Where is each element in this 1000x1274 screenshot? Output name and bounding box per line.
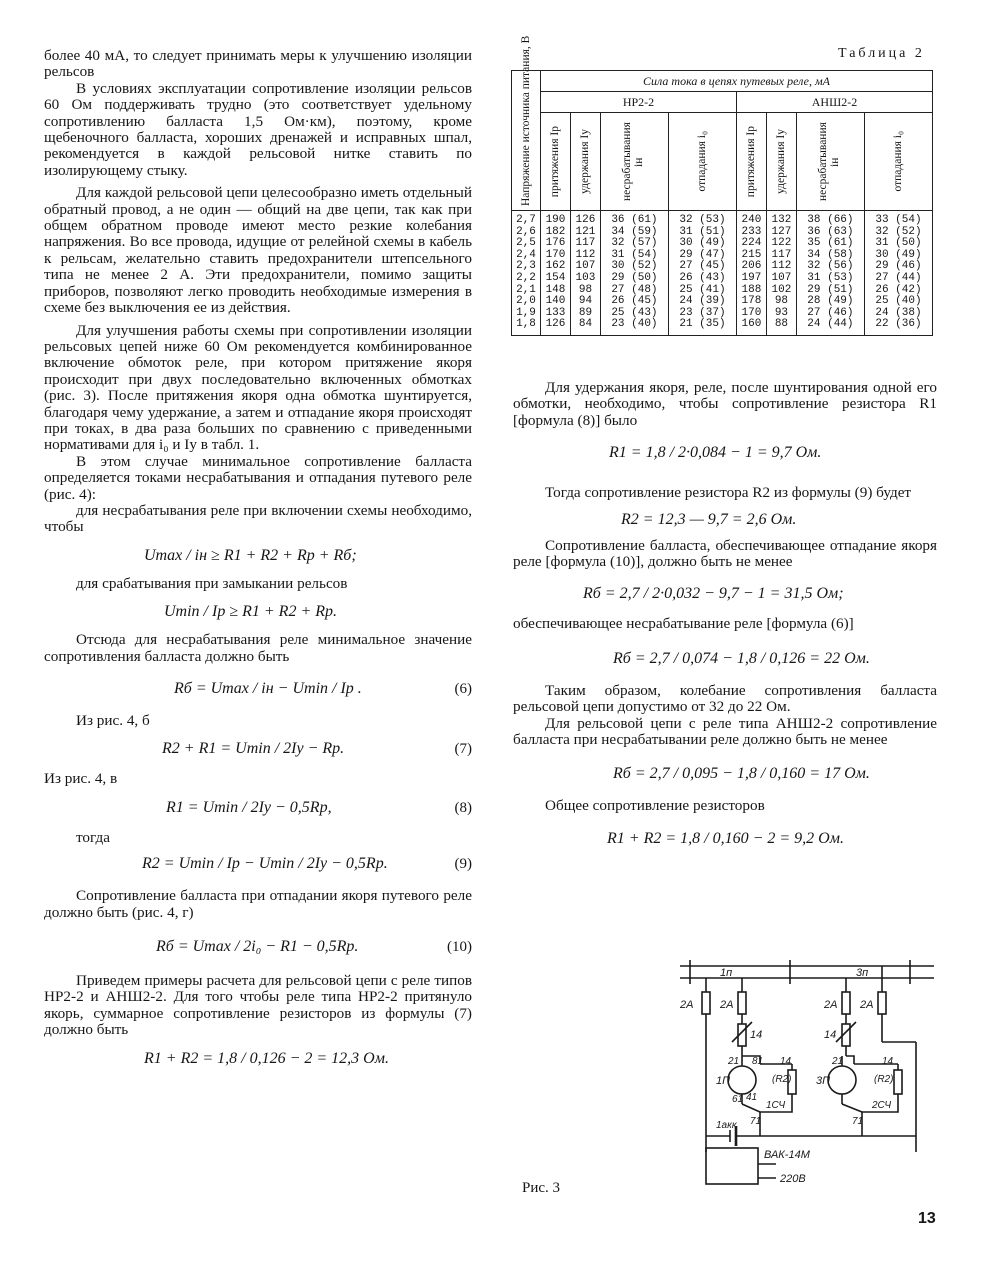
table-cell: 190 bbox=[541, 211, 571, 227]
battery-and-charger bbox=[706, 1126, 916, 1184]
table-cell: 162 bbox=[541, 261, 571, 273]
table-cell: 170 bbox=[541, 250, 571, 262]
table-row bbox=[512, 319, 933, 335]
contact-label: 1СЧ bbox=[766, 1100, 786, 1111]
table-cell: 215 bbox=[736, 250, 766, 262]
fuse-label: 2А bbox=[824, 999, 838, 1011]
formula: R1 + R2 = 1,8 / 0,126 − 2 = 12,3 Ом. bbox=[144, 1049, 389, 1067]
table-cell: 2,7 bbox=[512, 211, 541, 227]
terminal-label: 81 bbox=[752, 1056, 764, 1067]
table-cell: 94 bbox=[570, 296, 600, 308]
fuse-label: 2А bbox=[860, 999, 874, 1011]
table-cell: 27 (44) bbox=[864, 273, 932, 285]
contact-label: 2СЧ bbox=[872, 1100, 892, 1111]
table-cell: 122 bbox=[766, 238, 796, 250]
table-cell: 148 bbox=[541, 285, 571, 297]
terminal-label: 71 bbox=[852, 1116, 864, 1127]
table-cell: 102 bbox=[766, 285, 796, 297]
formula: Rб = 2,7 / 2·0,032 − 9,7 − 1 = 31,5 Ом; bbox=[583, 585, 844, 603]
paragraph: В условиях эксплуатации сопротивление изоляции рельсов 60 Ом поддерживать трудно (это соответствует удельному сопротивлению балласта 1,5 Ом·км), поэтому, кроме щебеночного балласта, хороших дренажей и исправных шпал, рекомендуется в каждой рельсовой нитке ставить по изолирующему стыку. bbox=[44, 79, 472, 179]
table-cell: 107 bbox=[570, 261, 600, 273]
table-cell: 240 bbox=[736, 211, 766, 227]
voltage-header: Напряжение источника питания, В bbox=[512, 71, 541, 211]
column-header: несрабатывания iн bbox=[600, 113, 668, 211]
table-cell: 21 (35) bbox=[668, 319, 736, 335]
paragraph: Таким образом, колебание сопротивления балласта рельсовой цепи допустимо от 32 до 22 Ом. bbox=[513, 681, 937, 716]
figure-caption: Рис. 3 bbox=[522, 1180, 561, 1196]
table-cell: 89 bbox=[570, 308, 600, 320]
table-cell: 107 bbox=[766, 273, 796, 285]
formula: Rб = Umax / 2i₀ − R1 − 0,5Rр. (10) bbox=[156, 938, 472, 956]
relay-label: 3П bbox=[816, 1075, 831, 1087]
table-cell: 28 (49) bbox=[796, 296, 864, 308]
resistor-label: 14 bbox=[824, 1029, 837, 1041]
table-cell: 26 (45) bbox=[600, 296, 668, 308]
table-cell: 112 bbox=[570, 250, 600, 262]
paragraph: Сопротивление балласта, обеспечивающее отпадание якоря реле [формула (10)], должно быть не менее bbox=[513, 536, 937, 571]
group-header-ansh2: АНШ2-2 bbox=[736, 92, 932, 113]
paragraph: Тогда сопротивление резистора R2 из формулы (9) будет bbox=[545, 484, 912, 502]
terminal-label: 21 bbox=[728, 1056, 740, 1067]
formula: R2 = Umin / Iр − Umin / 2Iу − 0,5Rр. (9) bbox=[142, 855, 472, 873]
table-row bbox=[512, 296, 933, 308]
resistor-label: (R2) bbox=[772, 1074, 792, 1085]
paragraph: для несрабатывания реле при включении схемы необходимо, чтобы bbox=[44, 501, 472, 536]
table-cell: 36 (61) bbox=[600, 211, 668, 227]
table-cell: 132 bbox=[766, 211, 796, 227]
formula: Rб = 2,7 / 0,074 − 1,8 / 0,126 = 22 Ом. bbox=[613, 649, 870, 667]
table-cell: 154 bbox=[541, 273, 571, 285]
table-cell: 34 (58) bbox=[796, 250, 864, 262]
page-number: 13 bbox=[918, 1210, 936, 1227]
rails bbox=[680, 960, 934, 984]
table-cell: 88 bbox=[766, 319, 796, 335]
terminal-label: 61 bbox=[732, 1094, 744, 1105]
equation-number: (8) bbox=[454, 799, 472, 816]
table-cell: 178 bbox=[736, 296, 766, 308]
charger-label: ВАК-14М bbox=[764, 1149, 810, 1161]
formula: R1 = 1,8 / 2·0,084 − 1 = 9,7 Ом. bbox=[609, 444, 822, 462]
table-cell: 22 (36) bbox=[864, 319, 932, 335]
table-cell: 1,8 bbox=[512, 319, 541, 335]
paragraph: Для каждой рельсовой цепи целесообразно иметь отдельный обратный провод, а не один — общий на две цепи, так как при общем обратном проводе имеют место резкие колебания напряжения. Во все провода, идущие от релейной схемы в кабель к рельсам, желательно ставить предохранители штепсельного типа не менее 2 А. Эти предохранители, помимо защиты приборов, позволяют легко проводить необходимые измерения в схеме без выключения ее из действия. bbox=[44, 184, 472, 317]
table-cell: 2,4 bbox=[512, 250, 541, 262]
table-cell: 35 (61) bbox=[796, 238, 864, 250]
paragraph: Для рельсовой цепи с реле типа АНШ2-2 сопротивление балласта при несрабатывании реле должно быть не менее bbox=[513, 714, 937, 749]
table-cell: 170 bbox=[736, 308, 766, 320]
column-header: удержания Iу bbox=[570, 113, 600, 211]
paragraph: Сопротивление балласта при отпадании якоря путевого реле должно быть (рис. 4, г) bbox=[44, 887, 472, 921]
table-cell: 32 (52) bbox=[864, 227, 932, 239]
formula: R1 + R2 = 1,8 / 0,160 − 2 = 9,2 Ом. bbox=[607, 829, 844, 847]
table-cell: 31 (50) bbox=[864, 238, 932, 250]
table-row bbox=[512, 273, 933, 285]
circuit-diagram bbox=[676, 952, 938, 1194]
table-cell: 24 (44) bbox=[796, 319, 864, 335]
table-cell: 30 (49) bbox=[668, 238, 736, 250]
table-cell: 25 (40) bbox=[864, 296, 932, 308]
table-cell: 188 bbox=[736, 285, 766, 297]
table-cell: 29 (47) bbox=[668, 250, 736, 262]
table-cell: 29 (46) bbox=[864, 261, 932, 273]
table-cell: 27 (45) bbox=[668, 261, 736, 273]
track-label: 1п bbox=[720, 967, 733, 979]
table-cell: 32 (57) bbox=[600, 238, 668, 250]
table-cell: 93 bbox=[766, 308, 796, 320]
table-cell: 30 (52) bbox=[600, 261, 668, 273]
table-cell: 127 bbox=[766, 227, 796, 239]
formula: Rб = Umax / iн − Umin / Iр . (6) bbox=[174, 680, 472, 697]
track-label: 3п bbox=[856, 967, 869, 979]
table-cell: 29 (51) bbox=[796, 285, 864, 297]
paragraph: Приведем примеры расчета для рельсовой цепи с реле типов НР2-2 и АНШ2-2. Для того чтобы реле типа НР2-2 притянуло якорь, суммарное сопротивление резисторов из формулы (7) должно быть bbox=[44, 972, 472, 1039]
table-cell: 26 (42) bbox=[864, 285, 932, 297]
table-cell: 206 bbox=[736, 261, 766, 273]
table-cell: 33 (54) bbox=[864, 211, 932, 227]
table-row bbox=[512, 211, 933, 227]
column-header: притяжения Iр bbox=[541, 113, 571, 211]
formula: Umax / iн ≥ R1 + R2 + Rр + Rб; bbox=[144, 546, 357, 564]
table-cell: 38 (66) bbox=[796, 211, 864, 227]
table-cell: 233 bbox=[736, 227, 766, 239]
table-cell: 36 (63) bbox=[796, 227, 864, 239]
column-header: притяжения Iр bbox=[736, 113, 766, 211]
table-cell: 24 (38) bbox=[864, 308, 932, 320]
table-cell: 2,1 bbox=[512, 285, 541, 297]
table-cell: 182 bbox=[541, 227, 571, 239]
formula: R1 = Umin / 2Iу − 0,5Rр, (8) bbox=[166, 798, 472, 816]
table-cell: 2,6 bbox=[512, 227, 541, 239]
battery-label: 1акк bbox=[716, 1120, 737, 1131]
table-cell: 23 (37) bbox=[668, 308, 736, 320]
column-header: удержания Iу bbox=[766, 113, 796, 211]
table-cell: 29 (50) bbox=[600, 273, 668, 285]
table-cell: 31 (54) bbox=[600, 250, 668, 262]
fuse-label: 2А bbox=[680, 999, 694, 1011]
equation-number: (7) bbox=[454, 741, 472, 758]
table-cell: 2,2 bbox=[512, 273, 541, 285]
resistor-label: (R2) bbox=[874, 1074, 894, 1085]
terminal-label: 71 bbox=[750, 1116, 762, 1127]
paragraph: Для удержания якоря, реле, после шунтирования одной его обмотки, необходимо, чтобы сопротивление резистора R1 [формула (8)] было bbox=[513, 379, 937, 429]
paragraph: В этом случае минимальное сопротивление балласта определяется токами несрабатывания и отпадания путевого реле (рис. 4): bbox=[44, 452, 472, 503]
terminal-label: 21 bbox=[832, 1056, 844, 1067]
resistor-label: 14 bbox=[750, 1029, 763, 1041]
relay-label: 1П bbox=[716, 1075, 731, 1087]
table-cell: 98 bbox=[570, 285, 600, 297]
fuse-label: 2А bbox=[720, 999, 734, 1011]
left-column bbox=[44, 48, 472, 1079]
table-cell: 160 bbox=[736, 319, 766, 335]
table-cell: 32 (56) bbox=[796, 261, 864, 273]
table-cell: 140 bbox=[541, 296, 571, 308]
table-cell: 84 bbox=[570, 319, 600, 335]
table-cell: 32 (53) bbox=[668, 211, 736, 227]
table-cell: 26 (43) bbox=[668, 273, 736, 285]
equation-number: (6) bbox=[454, 681, 472, 697]
table-cell: 31 (51) bbox=[668, 227, 736, 239]
resistor-label: 14 bbox=[780, 1056, 792, 1067]
table-cell: 126 bbox=[541, 319, 571, 335]
table-cell: 25 (41) bbox=[668, 285, 736, 297]
table-cell: 31 (53) bbox=[796, 273, 864, 285]
table-cell: 34 (59) bbox=[600, 227, 668, 239]
resistor-label: 14 bbox=[882, 1056, 894, 1067]
table-cell: 2,0 bbox=[512, 296, 541, 308]
formula: Rб = 2,7 / 0,095 − 1,8 / 0,160 = 17 Ом. bbox=[613, 765, 870, 783]
right-column bbox=[513, 380, 937, 861]
column-header: отпадания i₀ bbox=[864, 113, 932, 211]
table-cell: 27 (46) bbox=[796, 308, 864, 320]
table-cell: 24 (39) bbox=[668, 296, 736, 308]
paragraph: тогда bbox=[76, 828, 110, 846]
table-cell: 224 bbox=[736, 238, 766, 250]
formula: R2 + R1 = Umin / 2Iу − Rр. (7) bbox=[162, 740, 472, 758]
paragraph: Для улучшения работы схемы при сопротивлении изоляции рельсовых цепей ниже 60 Ом рекомендуется комбинированное включение обмоток реле, при котором притяжение якоря происходит при двух последовательно включенных обмотках (рис. 3). После притяжения якоря одна обмотка шунтируется, благодаря чему удержание, а затем и отпадание якоря происходят при токах, в два раза больших по сравнению с приведенными нормативами для i₀ и Iу в табл. 1. bbox=[44, 321, 472, 454]
table-cell: 23 (40) bbox=[600, 319, 668, 335]
column-header: отпадания i₀ bbox=[668, 113, 736, 211]
table-cell: 176 bbox=[541, 238, 571, 250]
paragraph: Отсюда для несрабатывания реле минимальное значение сопротивления балласта должно быть bbox=[44, 631, 472, 665]
table-cell: 27 (48) bbox=[600, 285, 668, 297]
formula: R2 = 12,3 — 9,7 = 2,6 Ом. bbox=[621, 510, 797, 528]
paragraph: Из рис. 4, в bbox=[44, 770, 118, 788]
paragraph: для срабатывания при замыкании рельсов bbox=[76, 574, 348, 592]
table-cell: 126 bbox=[570, 211, 600, 227]
column-header: несрабатывания iн bbox=[796, 113, 864, 211]
table-cell: 2,5 bbox=[512, 238, 541, 250]
table-cell: 1,9 bbox=[512, 308, 541, 320]
table-cell: 98 bbox=[766, 296, 796, 308]
current-header: Сила тока в цепях путевых реле, мА bbox=[541, 71, 933, 92]
mains-label: 220В bbox=[780, 1173, 806, 1185]
table-cell: 121 bbox=[570, 227, 600, 239]
table-cell: 30 (49) bbox=[864, 250, 932, 262]
table-cell: 112 bbox=[766, 261, 796, 273]
paragraph: более 40 мА, то следует принимать меры к улучшению изоляции рельсов bbox=[44, 47, 472, 81]
table-caption: Таблица 2 bbox=[838, 46, 925, 61]
equation-number: (9) bbox=[454, 856, 472, 873]
paragraph: обеспечивающее несрабатывание реле [формула (6)] bbox=[513, 615, 854, 633]
formula: Umin / Iр ≥ R1 + R2 + Rр. bbox=[164, 603, 338, 621]
table-cell: 117 bbox=[570, 238, 600, 250]
terminal-label: 41 bbox=[746, 1092, 758, 1103]
equation-number: (10) bbox=[447, 939, 472, 956]
table-cell: 103 bbox=[570, 273, 600, 285]
paragraph: Общее сопротивление резисторов bbox=[545, 797, 765, 815]
table-cell: 2,3 bbox=[512, 261, 541, 273]
table-body bbox=[512, 211, 933, 336]
table-cell: 133 bbox=[541, 308, 571, 320]
table-cell: 117 bbox=[766, 250, 796, 262]
paragraph: Из рис. 4, б bbox=[76, 712, 150, 729]
table-cell: 25 (43) bbox=[600, 308, 668, 320]
group-header-nr2: НР2-2 bbox=[541, 92, 737, 113]
table-cell: 197 bbox=[736, 273, 766, 285]
